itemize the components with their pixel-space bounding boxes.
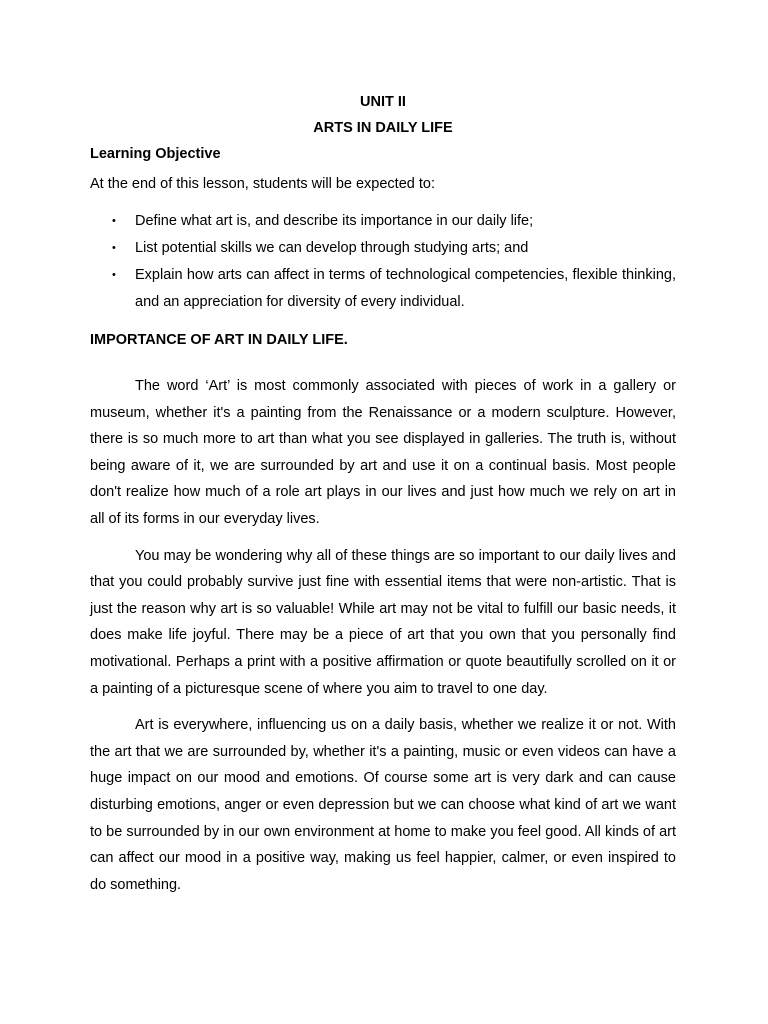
bullet-icon: • (112, 242, 116, 254)
objective-item (90, 235, 676, 262)
objective-text: Define what art is, and describe its importance in our daily life; (135, 213, 534, 229)
objective-text: List potential skills we can develop through studying arts; and (135, 240, 529, 256)
body-paragraph: You may be wondering why all of these things are so important to our daily lives and that you could probably survive just fine with essential items that were non-artistic. That is just the reason why art is so valuable! While art may not be vital to fulfill our basic needs, it does make life joyful. There may be a piece of art that you own that you personally find motivational. Perhaps a print with a positive affirmation or quote beautifully scrolled on it or a painting of a picturesque scene of where you aim to travel to one day. (90, 547, 676, 697)
objective-item (90, 262, 676, 316)
body-paragraph: The word ‘Art’ is most commonly associated with pieces of work in a gallery or museum, whether it's a painting from the Renaissance or a modern sculpture. However, there is so much more to art than what you see displayed in galleries. The truth is, without being aware of it, we are surrounded by art and use it on a continual basis. Most people don't realize how much of a role art plays in our lives and just how much we rely on art in all of its forms in our everyday lives. (90, 378, 676, 527)
document-page (90, 92, 676, 908)
unit-title: UNIT II (360, 94, 406, 110)
learning-objective-label: Learning Objective (90, 146, 221, 162)
unit-subtitle: ARTS IN DAILY LIFE (313, 120, 453, 136)
body-paragraph: Art is everywhere, influencing us on a daily basis, whether we realize it or not. With the art that we are surrounded by, whether it's a painting, music or even videos can have a huge impact on our mood and emotions. Of course some art is very dark and can cause disturbing emotions, anger or even depression but we can choose what kind of art we want to be surrounded by in our own environment at home to make you feel good. All kinds of art can affect our mood in a positive way, making us feel happier, calmer, or even inspired to do something. (90, 717, 676, 893)
objectives-list (90, 208, 676, 316)
objective-intro: At the end of this lesson, students will be expected to: (90, 176, 435, 192)
objective-text: Explain how arts can affect in terms of technological competencies, flexible thinking, and an appreciation for diversity of every individual. (135, 267, 676, 310)
bullet-icon: • (112, 215, 116, 227)
objective-item (90, 208, 676, 235)
bullet-icon: • (112, 269, 116, 281)
section-heading: IMPORTANCE OF ART IN DAILY LIFE. (90, 332, 348, 348)
